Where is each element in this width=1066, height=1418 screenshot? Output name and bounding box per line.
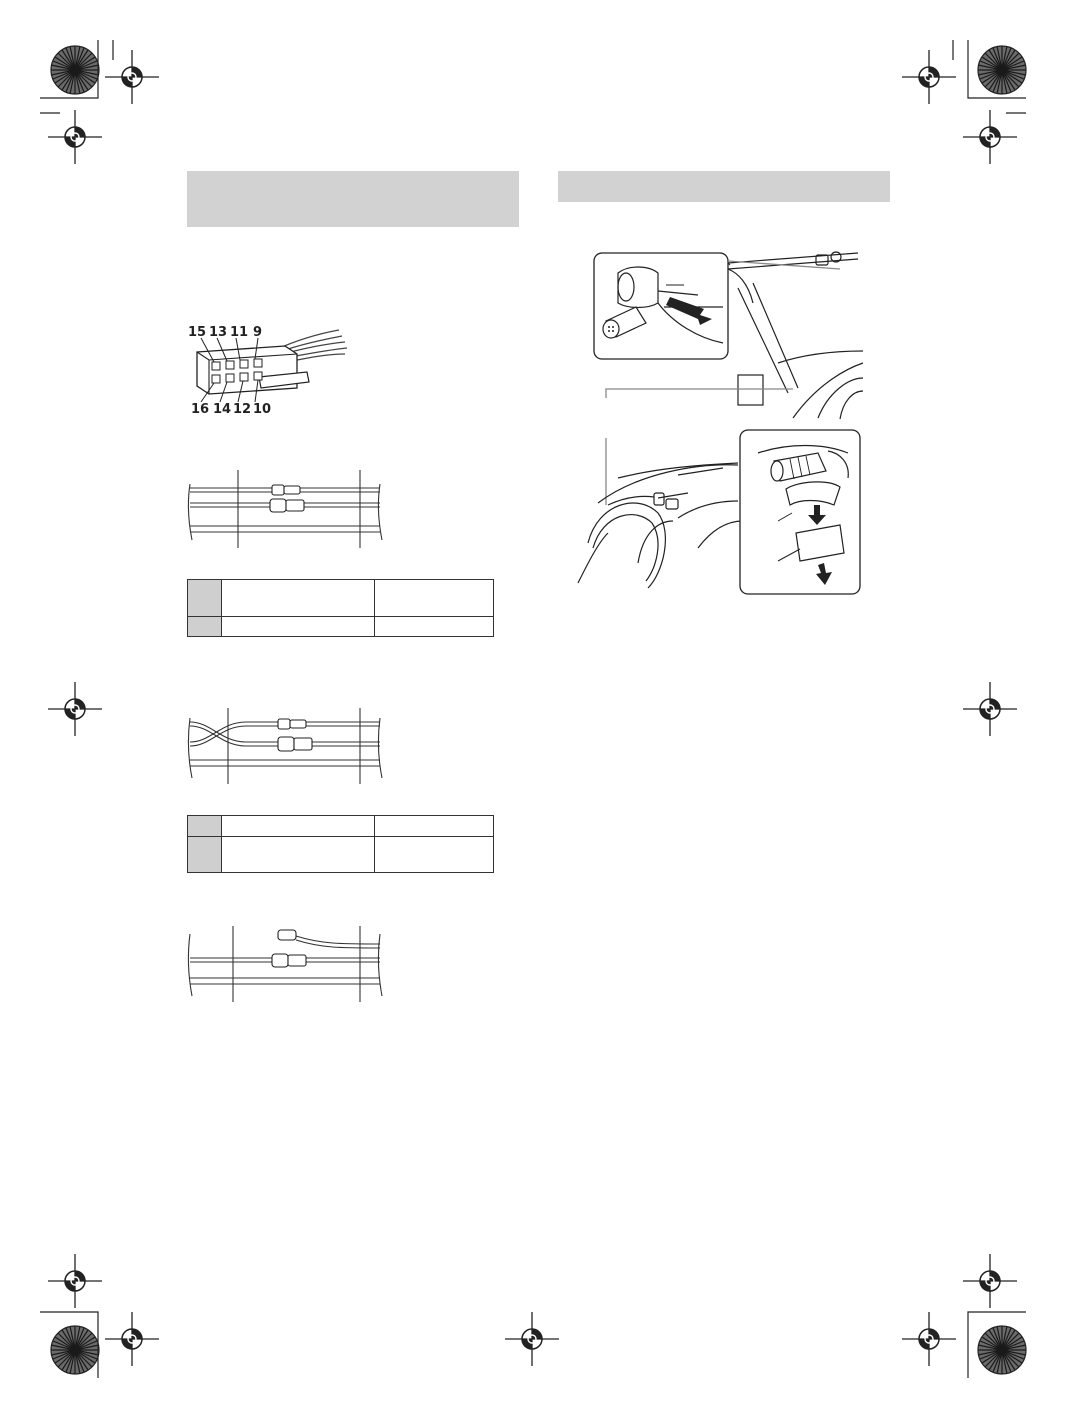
- pin-label-9: 9: [253, 325, 263, 340]
- microphone-installation-illustration: [578, 243, 868, 603]
- wiring-table-2: [187, 815, 494, 873]
- table-2-row-2-shade: [188, 837, 222, 873]
- cable-diagram-3: [186, 924, 386, 1004]
- pin-label-16: 16: [191, 402, 210, 417]
- detail-box-mic-mount: [740, 430, 860, 594]
- table-1-row-1-cell-2: [222, 580, 375, 617]
- table-1-row-2-cell-3: [375, 617, 494, 637]
- pin-label-12: 12: [233, 402, 252, 417]
- pin-label-10: 10: [253, 402, 272, 417]
- pin-label-15: 15: [188, 325, 207, 340]
- pin-label-11: 11: [230, 325, 249, 340]
- cable-diagram-2: [186, 708, 386, 788]
- table-2-row-1-cell-3: [375, 816, 494, 837]
- table-1-row-1-shade: [188, 580, 222, 617]
- wiring-table-1: [187, 579, 494, 637]
- pin-label-13: 13: [209, 325, 228, 340]
- table-1-row-2-shade: [188, 617, 222, 637]
- section-header-right: [558, 171, 890, 202]
- table-1-row-1-cell-3: [375, 580, 494, 617]
- table-2-row-1-cell-2: [222, 816, 375, 837]
- table-2-row-1-shade: [188, 816, 222, 837]
- pin-label-14: 14: [213, 402, 232, 417]
- section-header-left: [187, 171, 519, 227]
- table-1-row-2-cell-2: [222, 617, 375, 637]
- table-2-row-2-cell-3: [375, 837, 494, 873]
- iso-connector-diagram: [187, 322, 367, 422]
- cable-diagram-1: [186, 470, 386, 550]
- table-2-row-2-cell-2: [222, 837, 375, 873]
